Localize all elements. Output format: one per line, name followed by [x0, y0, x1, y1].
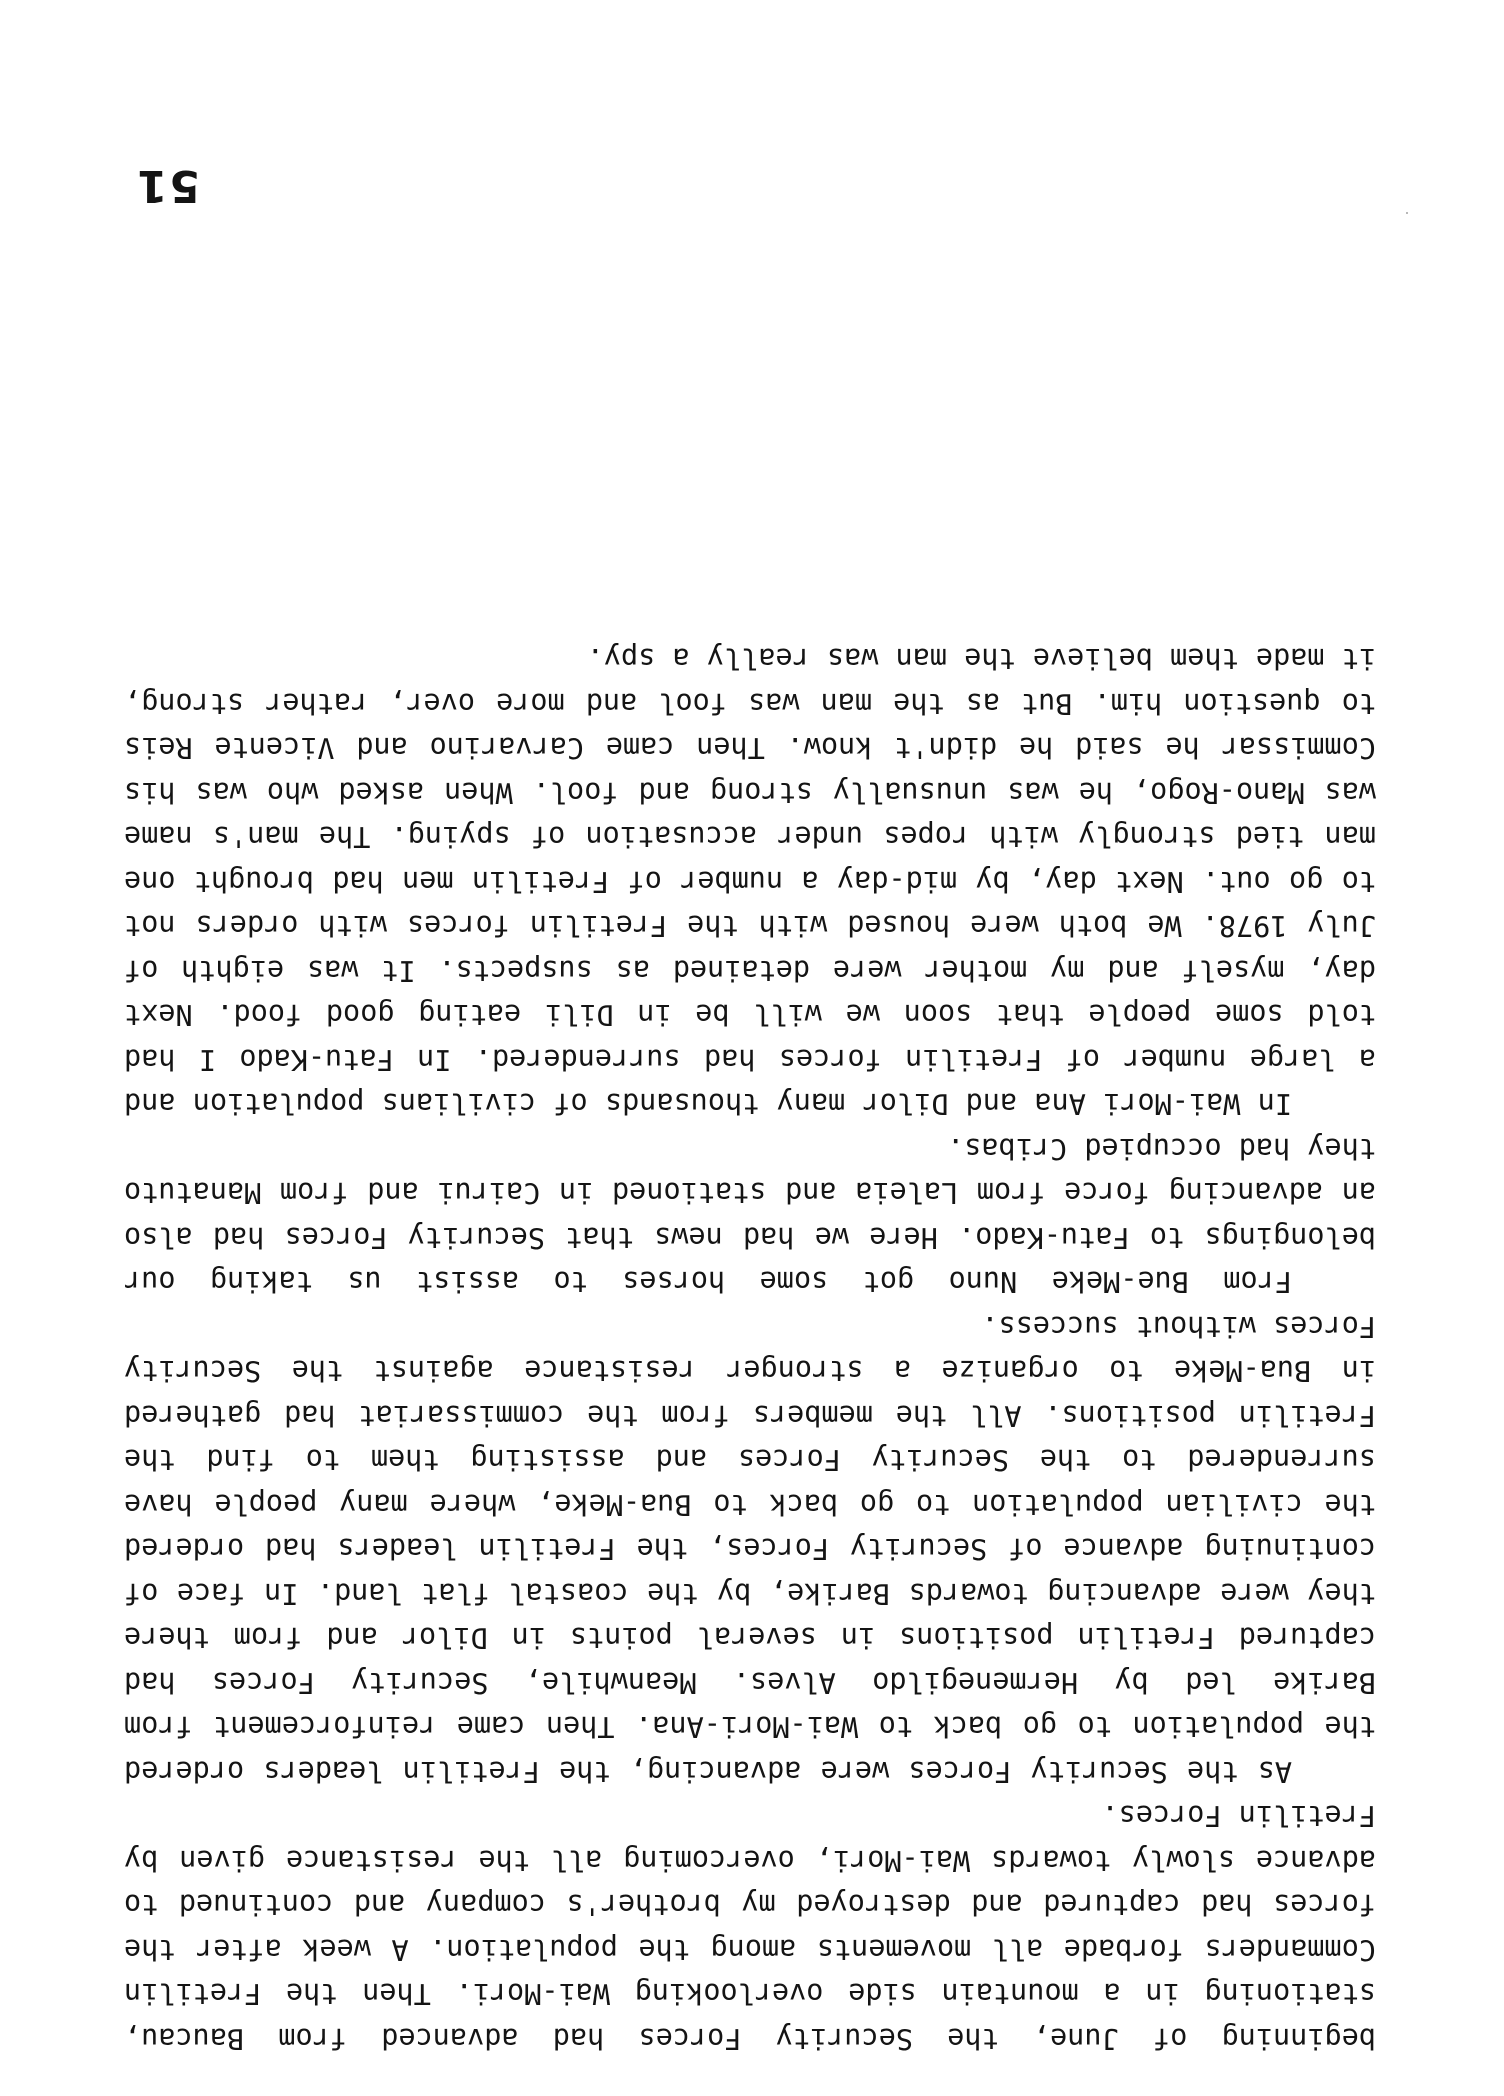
paragraph-1: beginning of June, the Security Forces had advanced from Baucau, stationing in a mountain side overlooking Wai-Mori. Then the Fretilin Commanders forbade all movements among the population. A week after the forces had captured and destroyed my brother's company and continued to advance slowly towards Wai-Mori, overcoming all the resistance given by Fretilin Forces. [124, 1799, 1376, 2055]
paragraph-3: From Bue-Meke Nuno got some horses to assist us taking our belongings to Fatu-Kado. Here we had news that Security Forces had also an advancing force from Laleia and stationed in Cairui and from Manatuto they had occupied Cribas. [124, 1132, 1376, 1299]
page-number: 51 [134, 160, 200, 211]
scan-speck [1406, 212, 1408, 214]
body-text [124, 636, 1376, 2060]
paragraph-4: In Wai-Mori Ana and Dilor many thousands of civilians population and a large number of Fretilin forces had surrendered. In Fatu-Kado I had told some people that soon we will be in Dili eating good food. Next day, myself and my mother were detained as suspects. It was eighth of July 1978. We both were housed with the Fretilin forces with orders not to go out. Next day, by mid-day a number of Fretilin men had brought one man tied strongly with ropes under accusation of spying. The man's name was Mano-Rogo, he was unusually strong and fool. When asked who was his Commissar he said he didn't know. Then came Carvarino and Vicente Reis to question him. But as the man was fool and more over, rather strong, it made them believe the man was really a spy. [124, 642, 1376, 1121]
paragraph-2: As the Security Forces were advancing, the Fretilin leaders ordered the population to go back to Wai-Mori-Ana. Then came reinforcement from Barike led by Hermenegildo Alves. Meanwhile, Security Forces had captured Fretilin positions in several points in Dilor and from there they were advancing towards Barike, by the coastal flat land. In face of continuing advance of Security Forces, the Fretilin leaders had ordered the civilian population to go back to Bua-Meke, where many people have surrendered to the Security Forces and assisting them to find the Fretilin positions. All the members from the commissariat had gathered in Bua-Meke to organize a stronger resistance against the Security Forces without success. [124, 1310, 1376, 1788]
